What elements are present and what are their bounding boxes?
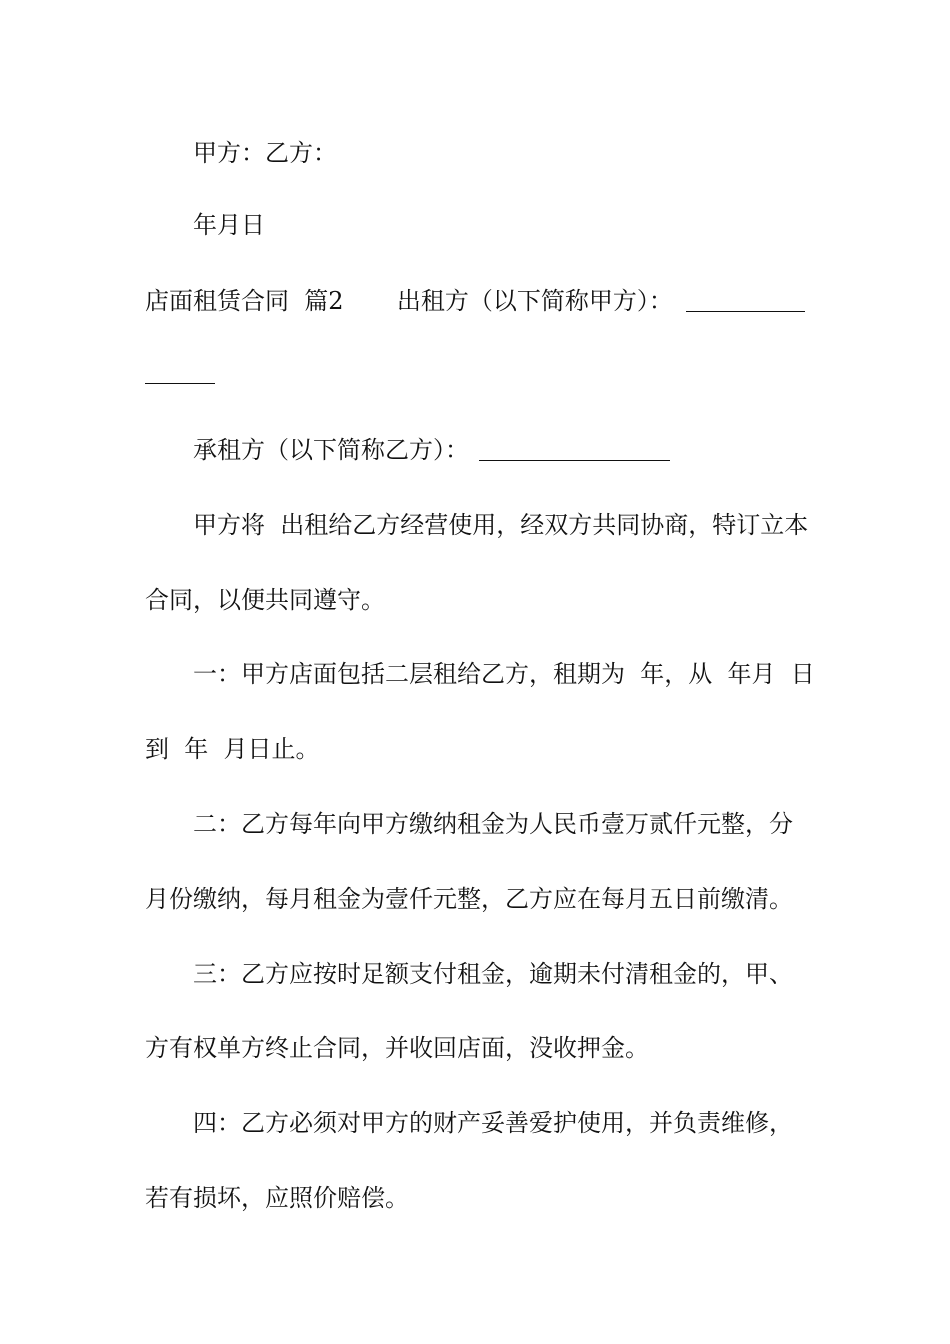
date-line: 年月日 bbox=[193, 211, 265, 239]
clause-1-line-2: 到 年 月日止。 bbox=[145, 735, 320, 763]
clause-2-line-2: 月份缴纳，每月租金为壹仟元整，乙方应在每月五日前缴清。 bbox=[145, 885, 793, 913]
clause-1-line-1: 一：甲方店面包括二层租给乙方，租期为 年，从 年月 日 bbox=[193, 660, 815, 688]
lessor-name-blank bbox=[686, 311, 805, 312]
clause-2-line-1: 二：乙方每年向甲方缴纳租金为人民币壹万贰仟元整，分 bbox=[193, 810, 793, 838]
clause-4-line-2: 若有损坏，应照价赔偿。 bbox=[145, 1184, 409, 1212]
lessee-name-blank bbox=[479, 460, 670, 461]
preamble-line-2: 合同，以便共同遵守。 bbox=[145, 586, 385, 614]
preamble-line-1: 甲方将 出租给乙方经营使用，经双方共同协商，特订立本 bbox=[193, 511, 809, 539]
lessee-line: 承租方（以下简称乙方）： bbox=[193, 436, 469, 464]
lessor-name-blank-continued bbox=[145, 383, 215, 384]
clause-3-line-2: 方有权单方终止合同，并收回店面，没收押金。 bbox=[145, 1034, 649, 1062]
contract-title-lessor-line: 店面租赁合同 篇2 出租方（以下简称甲方）： bbox=[145, 287, 673, 315]
party-signature-line: 甲方：乙方： bbox=[193, 139, 337, 167]
clause-4-line-1: 四：乙方必须对甲方的财产妥善爱护使用，并负责维修， bbox=[193, 1109, 793, 1137]
clause-3-line-1: 三：乙方应按时足额支付租金，逾期未付清租金的，甲、 bbox=[193, 960, 793, 988]
